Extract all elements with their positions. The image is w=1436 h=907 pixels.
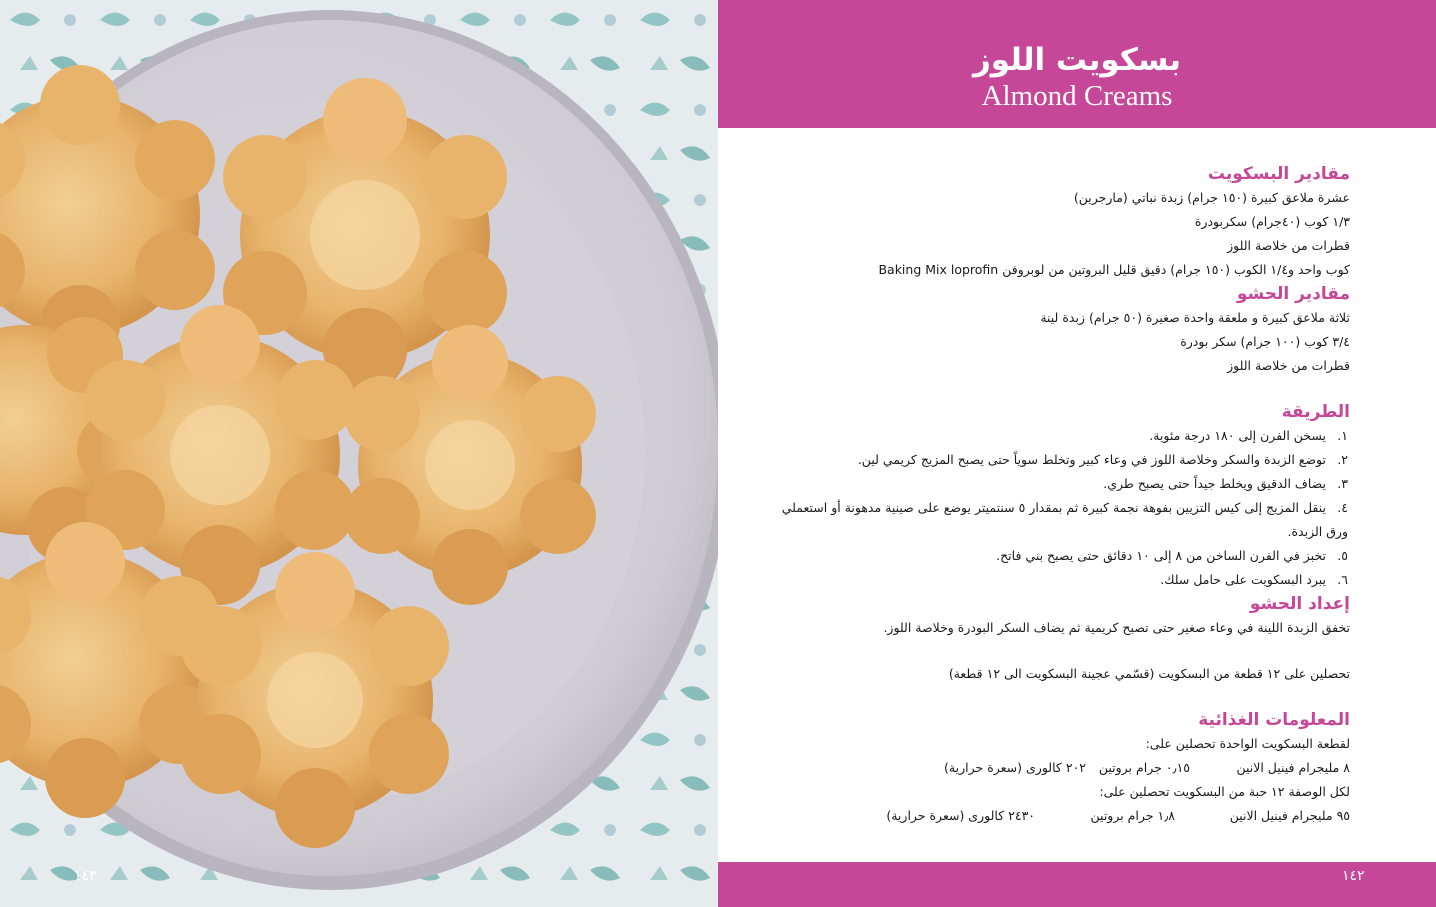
recipe-title-arabic: بسكويت اللوز	[972, 42, 1182, 78]
recipe-title-english: Almond Creams	[981, 80, 1173, 112]
nutrition-per-piece-label: لقطعة البسكويت الواحدة تحصلين على:	[1145, 736, 1350, 751]
nutrition-heading: المعلومات الغذائية	[1198, 710, 1350, 730]
filling-prep-heading: إعداد الحشو	[1249, 594, 1350, 614]
nutrition-per-recipe-values	[780, 804, 1350, 828]
ingredient-line: ٣/٤ كوب (١٠٠ جرام) سكر بودرة	[1180, 334, 1350, 349]
nutrition-per-recipe-label: لكل الوصفة ١٢ حبة من البسكويت تحصلين على:	[1099, 784, 1350, 799]
protein-value: ٠٫١٥ جرام بروتين	[1098, 760, 1190, 775]
step-text: يبرد البسكويت على حامل سلك.	[1160, 572, 1326, 587]
method-step	[780, 472, 1350, 496]
method-step	[780, 448, 1350, 472]
step-text: تخبز في الفرن الساخن من ٨ إلى ١٠ دقائق حتى يصبح بني فاتح.	[996, 548, 1326, 563]
method-step	[780, 544, 1350, 568]
calorie-value: ٢٠٢ كالورى (سعرة حرارية)	[944, 760, 1086, 775]
step-number: ٢.	[1337, 452, 1348, 467]
phe-value: ٩٥ مليجرام فينيل الانين	[1229, 808, 1350, 823]
left-page-number: ١٤٣	[74, 868, 97, 884]
filling-ingredients-heading: مقادير الحشو	[1236, 284, 1350, 304]
filling-prep-text: تخفق الزبدة اللينة في وعاء صغير حتى تصبح كريمية ثم يضاف السكر البودرة وخلاصة اللوز.	[883, 620, 1350, 635]
right-page-number: ١٤٢	[1342, 868, 1365, 884]
biscuit-ingredients-heading: مقادير البسكويت	[1207, 164, 1350, 184]
yield-text: تحصلين على ١٢ قطعة من البسكويت (قسّمي عجينة البسكويت الى ١٢ قطعة)	[948, 666, 1350, 681]
method-heading: الطريقة	[1281, 402, 1350, 422]
step-text: يضاف الدقيق ويخلط جيداً حتى يصبح طري.	[1103, 476, 1326, 491]
ingredient-line: ثلاثة ملاعق كبيرة و ملعقة واحدة صغيرة (٥٠ جرام) زبدة لينة	[1040, 310, 1350, 325]
title-banner	[718, 0, 1436, 128]
ingredient-line: ١/٣ كوب (٤٠جرام) سكربودرة	[1194, 214, 1350, 229]
footer-band	[718, 862, 1436, 907]
method-step	[780, 568, 1350, 592]
recipe-content	[780, 162, 1350, 828]
ingredient-line: قطرات من خلاصة اللوز	[1227, 358, 1350, 373]
step-number: ٥.	[1337, 548, 1348, 563]
step-number: ٤.	[1337, 500, 1348, 515]
step-number: ٣.	[1337, 476, 1348, 491]
step-text: يسخن الفرن إلى ١٨٠ درجة مئوية.	[1149, 428, 1326, 443]
recipe-page	[718, 0, 1436, 907]
step-number: ١.	[1337, 428, 1348, 443]
method-step	[780, 424, 1350, 448]
ingredient-line: قطرات من خلاصة اللوز	[1227, 238, 1350, 253]
step-text: ينقل المزيج إلى كيس التزيين بفوهة نجمة كبيرة ثم بمقدار ٥ سنتميتر يوضع على صينية مدهونة أو استعملي ورق الزبدة.	[781, 500, 1348, 539]
step-number: ٦.	[1337, 572, 1348, 587]
protein-value: ١٫٨ جرام بروتين	[1090, 808, 1175, 823]
method-step	[780, 496, 1350, 544]
step-text: توضع الزبدة والسكر وخلاصة اللوز في وعاء كبير وتخلط سوياً حتى يصبح المزيج كريمي لين.	[857, 452, 1326, 467]
calorie-value: ٢٤٣٠ كالورى (سعرة حرارية)	[886, 808, 1035, 823]
method-steps	[780, 424, 1350, 592]
nutrition-per-piece-values	[780, 756, 1350, 780]
ingredient-line: عشرة ملاعق كبيرة (١٥٠ جرام) زبدة نباتي (مارجرين)	[1073, 190, 1350, 205]
ingredient-line: كوب واحد و١/٤ الكوب (١٥٠ جرام) دقيق قليل البروتين من لوبروفن Baking Mix loprofin	[878, 262, 1350, 277]
phe-value: ٨ مليجرام فينيل الانين	[1236, 760, 1350, 775]
